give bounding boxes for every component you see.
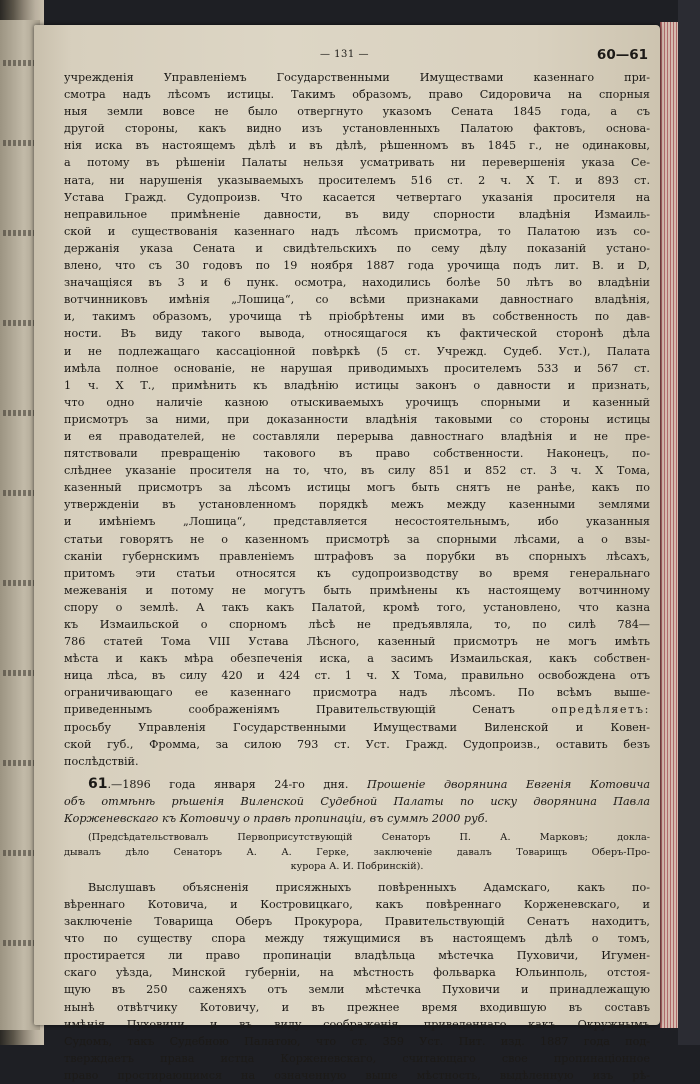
text-line: мѣста и какъ мѣра обезпеченія иска, а засимъ Измаильская, какъ собствен- xyxy=(64,652,650,666)
case-61-heading xyxy=(64,776,650,827)
presiding-note xyxy=(64,827,650,879)
text-line: держанія указа Сената и свидѣтельскихъ по сему дѣлу показаній устано- xyxy=(64,241,650,255)
text-line: къ Измаильской о спорномъ лѣсѣ не предъявляла, то, по силѣ 784— xyxy=(64,618,650,631)
text-line: 1 ч. X Т., примѣнить къ владѣнію истицы законъ о давности и признать, xyxy=(64,378,650,392)
text-line: межеванія и потому не могутъ быть примѣнены къ настоящему вотчинному xyxy=(64,583,650,597)
text-line: и ея праводателей, не составляли перерыва давностнаго владѣнія и не пре- xyxy=(64,429,650,443)
text-line: ограничивающаго ее казеннаго присмотра надъ лѣсомъ. По всѣмъ выше- xyxy=(64,686,650,700)
determination-line xyxy=(64,701,650,718)
text-line: утвержденіи въ установленномъ порядкѣ межъ между казенными землями xyxy=(64,498,650,512)
text-line: притомъ эти статьи относятся къ судопроизводству во время генеральнаго xyxy=(64,566,650,580)
text-line: что одно наличіе казною отыскиваемыхъ урочищъ спорными и казенный xyxy=(64,395,650,409)
text-line: казенный присмотръ за лѣсомъ истицы могъ быть снятъ не ранѣе, какъ по xyxy=(64,481,650,495)
section-60-text xyxy=(64,69,650,770)
note-line: (Предсѣдательствовалъ Первоприсутствующій Сенаторъ П. А. Марковъ; докла- xyxy=(88,832,650,844)
text-line: послѣдствій. xyxy=(64,754,139,768)
case-title-part: Прошеніе дворянина Евгенія Котовича xyxy=(366,777,650,791)
text-line: и имѣніемъ „Лошица“, представляется несостоятельнымъ, ибо указанныя xyxy=(64,515,650,529)
case-date: .—1896 года января 24-го дня. xyxy=(107,777,349,791)
text-line: имѣла полное основаніе, не нарушая приводимыхъ просителемъ 533 и 567 ст. xyxy=(64,361,650,375)
text-line: ности. Въ виду такого вывода, относящагося къ фактической сторонѣ дѣла xyxy=(64,327,650,341)
determines-emphasis: опредѣляетъ: xyxy=(551,703,650,717)
book-cover xyxy=(678,0,700,1045)
text-line: Устава Гражд. Судопроизв. Что касается четвертаго указанія просителя на xyxy=(64,190,650,204)
text-line: учрежденія Управленіемъ Государственными Имуществами казеннаго при- xyxy=(64,71,650,84)
section-61-text xyxy=(64,879,650,1084)
case-title-line: объ отмѣнѣ рѣшенія Виленской Судебной Палаты по иску дворянина Павла xyxy=(64,794,650,808)
text-line: право простирающимся на означенную выше мѣстность, выдѣленную изъ рѣ- xyxy=(64,1068,650,1082)
text-line: а потому въ рѣшеніи Палаты нельзя усматривать ни перевершенія указа Се- xyxy=(64,156,650,170)
text-line: ница лѣса, въ силу 420 и 424 ст. 1 ч. X Тома, правильно освобождена отъ xyxy=(64,669,650,683)
text-line: вѣреннаго Котовича, и Костровицкаго, какъ повѣреннаго Корженевскаго, и xyxy=(64,898,650,911)
text-line: неправильное примѣненіе давности, въ виду спорности владѣнія Измаиль- xyxy=(64,207,650,221)
text-line: Выслушавъ объясненія присяжныхъ повѣренныхъ Адамскаго, какъ по- xyxy=(88,880,650,894)
text-line: скаго уѣзда, Минской губерніи, на мѣстность фольварка Юльинполь, отстоя- xyxy=(64,966,650,980)
page-content xyxy=(64,47,650,1084)
text-line: вотчинниковъ имѣнія „Лошица“, со всѣми признаками давностнаго владѣнія, xyxy=(64,293,650,307)
page-number: — 131 — xyxy=(320,49,369,60)
text-line: смотра надъ лѣсомъ истицы. Такимъ образомъ, право Сидоровича на спорныя xyxy=(64,88,650,102)
note-line: курора А. И. Побринскій). xyxy=(290,861,424,873)
text-line: щую въ 250 саженяхъ отъ земли мѣстечка Пуховичи и принадлежащую xyxy=(64,983,650,997)
text-line: нія иска въ настоящемъ дѣлѣ и въ дѣлѣ, рѣшенномъ въ 1845 г., не одинаковы, xyxy=(64,139,650,153)
case-range: 60—61 xyxy=(596,47,648,63)
text-segment: приведеннымъ соображеніямъ Правительствующій Сенатъ xyxy=(64,703,515,717)
text-line: ната, ни нарушенія указываемыхъ просителемъ 516 ст. 2 ч. X Т. и 893 ст. xyxy=(64,173,650,187)
text-line: нынѣ отвѣтчику Котовичу, и въ прежнее время входившую въ составъ xyxy=(64,1000,650,1014)
text-line: заключеніе Товарища Оберъ Прокурора, Правительствующій Сенатъ находитъ, xyxy=(64,915,650,929)
text-line: тверждаетъ права истца Корженевскаго, считающаго свое пропинаціонное xyxy=(64,1051,650,1065)
text-line: ской губ., Фромма, за силою 793 ст. Уст. Гражд. Судопроизв., оставить безъ xyxy=(64,737,650,751)
text-line: слѣднее указаніе просителя на то, что, въ силу 851 и 852 ст. 3 ч. X Тома, xyxy=(64,464,650,478)
text-line: Судомъ, такъ Судебною Палатою, что ст. 359 Уст. Пит. изд. 1887 года под- xyxy=(64,1034,650,1048)
text-line: что по существу спора между тяжущимися въ настоящемъ дѣлѣ о томъ, xyxy=(64,932,650,946)
note-line: дывалъ дѣло Сенаторъ А. А. Герке, заключеніе давалъ Товарищъ Оберъ-Про- xyxy=(64,846,650,858)
text-line: значащіяся въ 3 и 6 пунк. осмотра, находились болѣе 50 лѣтъ во владѣніи xyxy=(64,276,650,290)
book-page xyxy=(34,25,660,1082)
text-line: простирается ли право пропинаціи владѣльца мѣстечка Пуховичи, Игумен- xyxy=(64,949,650,963)
text-line: и, такимъ образомъ, урочища тѣ пріобрѣтены ими въ собственность по дав- xyxy=(64,310,650,324)
text-line: пятствовали превращенію такового въ право собственности. Наконецъ, по- xyxy=(64,447,650,461)
text-line: спору о землѣ. А такъ какъ Палатой, кромѣ того, установлено, что казна xyxy=(64,600,650,614)
text-line: другой стороны, какъ видно изъ установленныхъ Палатою фактовъ, основа- xyxy=(64,122,650,136)
text-line: сканіи губернскимъ правленіемъ штрафовъ за порубки въ спорныхъ лѣсахъ, xyxy=(64,549,650,563)
text-line: имѣнія Пуховичи, и въ виду соображенія, приведеннаго какъ Окружнымъ xyxy=(64,1017,650,1031)
case-title-line: Корженевскаго къ Котовичу о правѣ пропинаціи, въ суммѣ 2000 руб. xyxy=(64,812,488,826)
page-header xyxy=(64,47,650,69)
text-line: статьи говорятъ не о казенномъ присмотрѣ за спорными лѣсами, а о взы- xyxy=(64,532,650,546)
text-line: ныя земли вовсе не было отвергнуто указомъ Сената 1845 года, а съ xyxy=(64,105,650,119)
text-line: просьбу Управленія Государственными Имуществами Виленской и Ковен- xyxy=(64,720,650,734)
case-number: 61 xyxy=(88,775,108,792)
case-title-line xyxy=(64,776,650,793)
text-line: 786 статей Тома VIII Устава Лѣсного, казенный присмотръ не могъ имѣть xyxy=(64,635,650,649)
text-line: присмотръ за ними, при доказанности владѣнія таковыми со стороны истицы xyxy=(64,412,650,426)
page-edges xyxy=(660,22,679,1028)
text-line: ской и существованія казеннаго надъ лѣсомъ присмотра, то Палатою изъ со- xyxy=(64,224,650,238)
text-line: и не подлежащаго кассаціонной повѣркѣ (5 ст. Учрежд. Судеб. Уст.), Палата xyxy=(64,344,650,358)
text-line: влено, что съ 30 годовъ по 19 ноября 1887 года урочища подъ лит. B. и D, xyxy=(64,259,650,273)
